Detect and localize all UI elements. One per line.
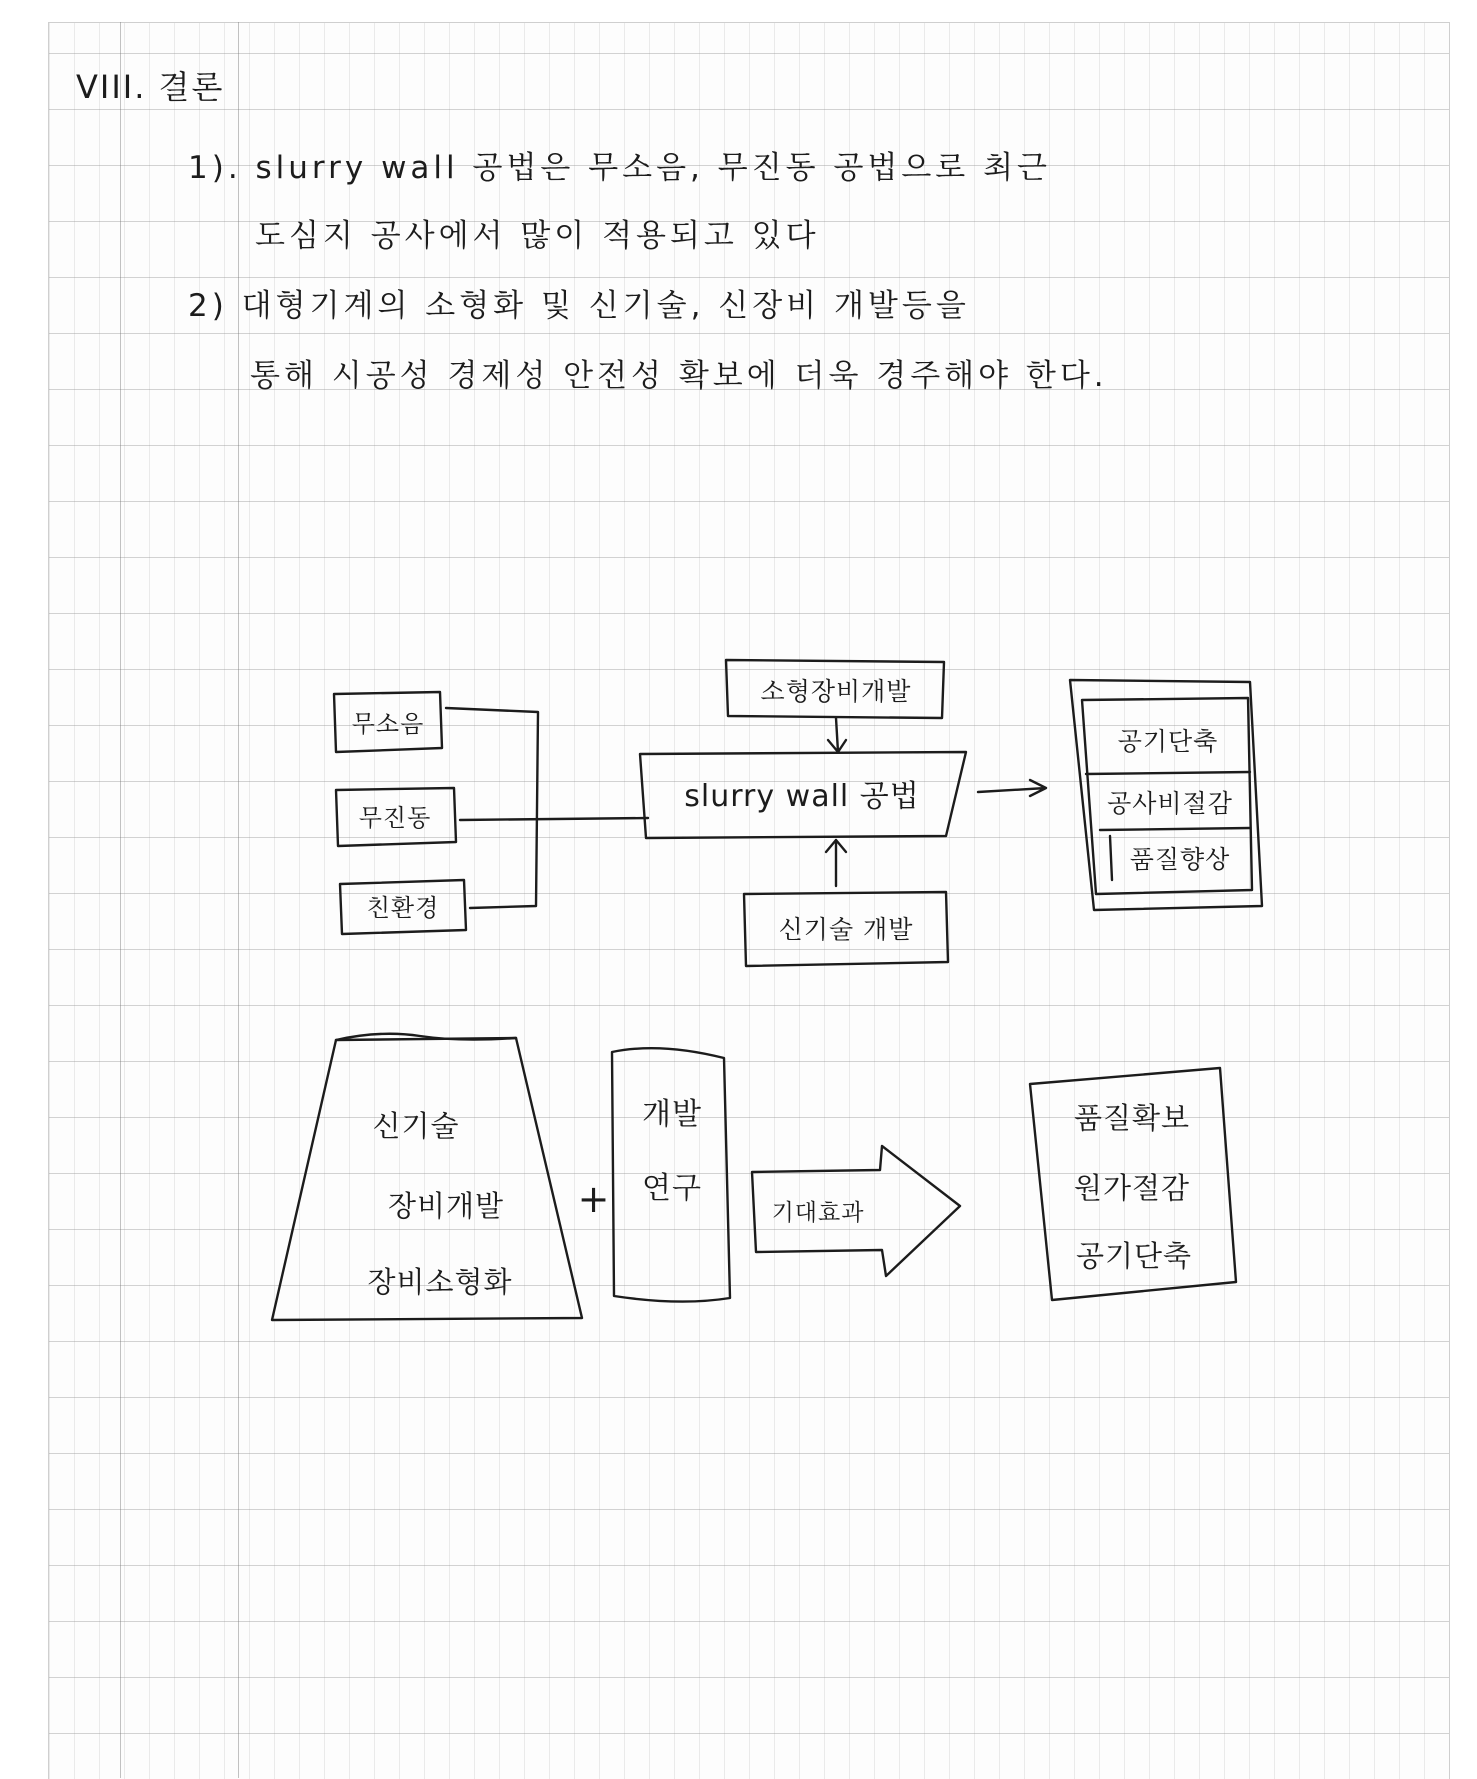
arrow-top-to-center xyxy=(828,718,846,752)
conclusion-item2-line2: 통해 시공성 경제성 안전성 확보에 더욱 경주해야 한다. xyxy=(250,358,1108,394)
input-box-vibration xyxy=(336,788,456,846)
outcome-label-period: 공기단축 xyxy=(1075,1239,1193,1273)
top-box-small-equipment xyxy=(726,660,944,718)
input-box-eco xyxy=(340,880,466,934)
plus-sign: + xyxy=(577,1177,611,1221)
outcome-label-cost: 원가절감 xyxy=(1073,1171,1191,1205)
expected-effect-label: 기대효과 xyxy=(771,1200,865,1226)
outcome-label-quality: 품질확보 xyxy=(1073,1101,1191,1135)
research-label-study: 연구 xyxy=(642,1171,702,1206)
input-box-noise xyxy=(334,692,442,752)
result-label-quality: 품질향상 xyxy=(1129,845,1231,874)
bottom-box-label: 신기술 개발 xyxy=(778,915,914,944)
input-bracket xyxy=(446,708,538,908)
trapezoid-tech xyxy=(272,1034,582,1320)
trapezoid-label-newtech: 신기술 xyxy=(372,1109,460,1143)
result-label-cost: 공사비절감 xyxy=(1107,789,1233,818)
input-label-eco: 친환경 xyxy=(366,894,440,922)
arrow-to-results xyxy=(978,780,1046,796)
outcome-box xyxy=(1030,1068,1236,1300)
center-box-slurry-wall xyxy=(640,752,966,838)
top-box-label: 소형장비개발 xyxy=(760,677,912,706)
diagram1 xyxy=(334,660,1262,966)
input-label-noise: 무소음 xyxy=(351,710,425,738)
research-label-dev: 개발 xyxy=(642,1097,702,1132)
expected-effect-arrow xyxy=(752,1146,960,1276)
center-box-label: slurry wall 공법 xyxy=(684,779,920,814)
conclusion-item1-line1: 1). slurry wall 공법은 무소음, 무진동 공법으로 최근 xyxy=(188,150,1051,186)
section-heading: VIII. 결론 xyxy=(76,68,225,106)
input-label-vibration: 무진동 xyxy=(358,804,432,832)
trapezoid-label-equipment: 장비개발 xyxy=(387,1189,505,1223)
diagram2 xyxy=(272,1034,1236,1320)
input-connector xyxy=(460,818,648,820)
results-stack xyxy=(1070,680,1262,910)
result-label-period: 공기단축 xyxy=(1117,727,1219,756)
conclusion-item1-line2: 도심지 공사에서 많이 적용되고 있다 xyxy=(255,218,820,254)
arrow-bottom-to-center xyxy=(826,840,846,886)
conclusion-item2-line1: 2) 대형기계의 소형화 및 신기술, 신장비 개발등을 xyxy=(188,288,970,324)
trapezoid-label-miniature: 장비소형화 xyxy=(367,1265,513,1299)
research-box xyxy=(612,1048,730,1301)
bottom-box-new-tech xyxy=(744,892,948,966)
